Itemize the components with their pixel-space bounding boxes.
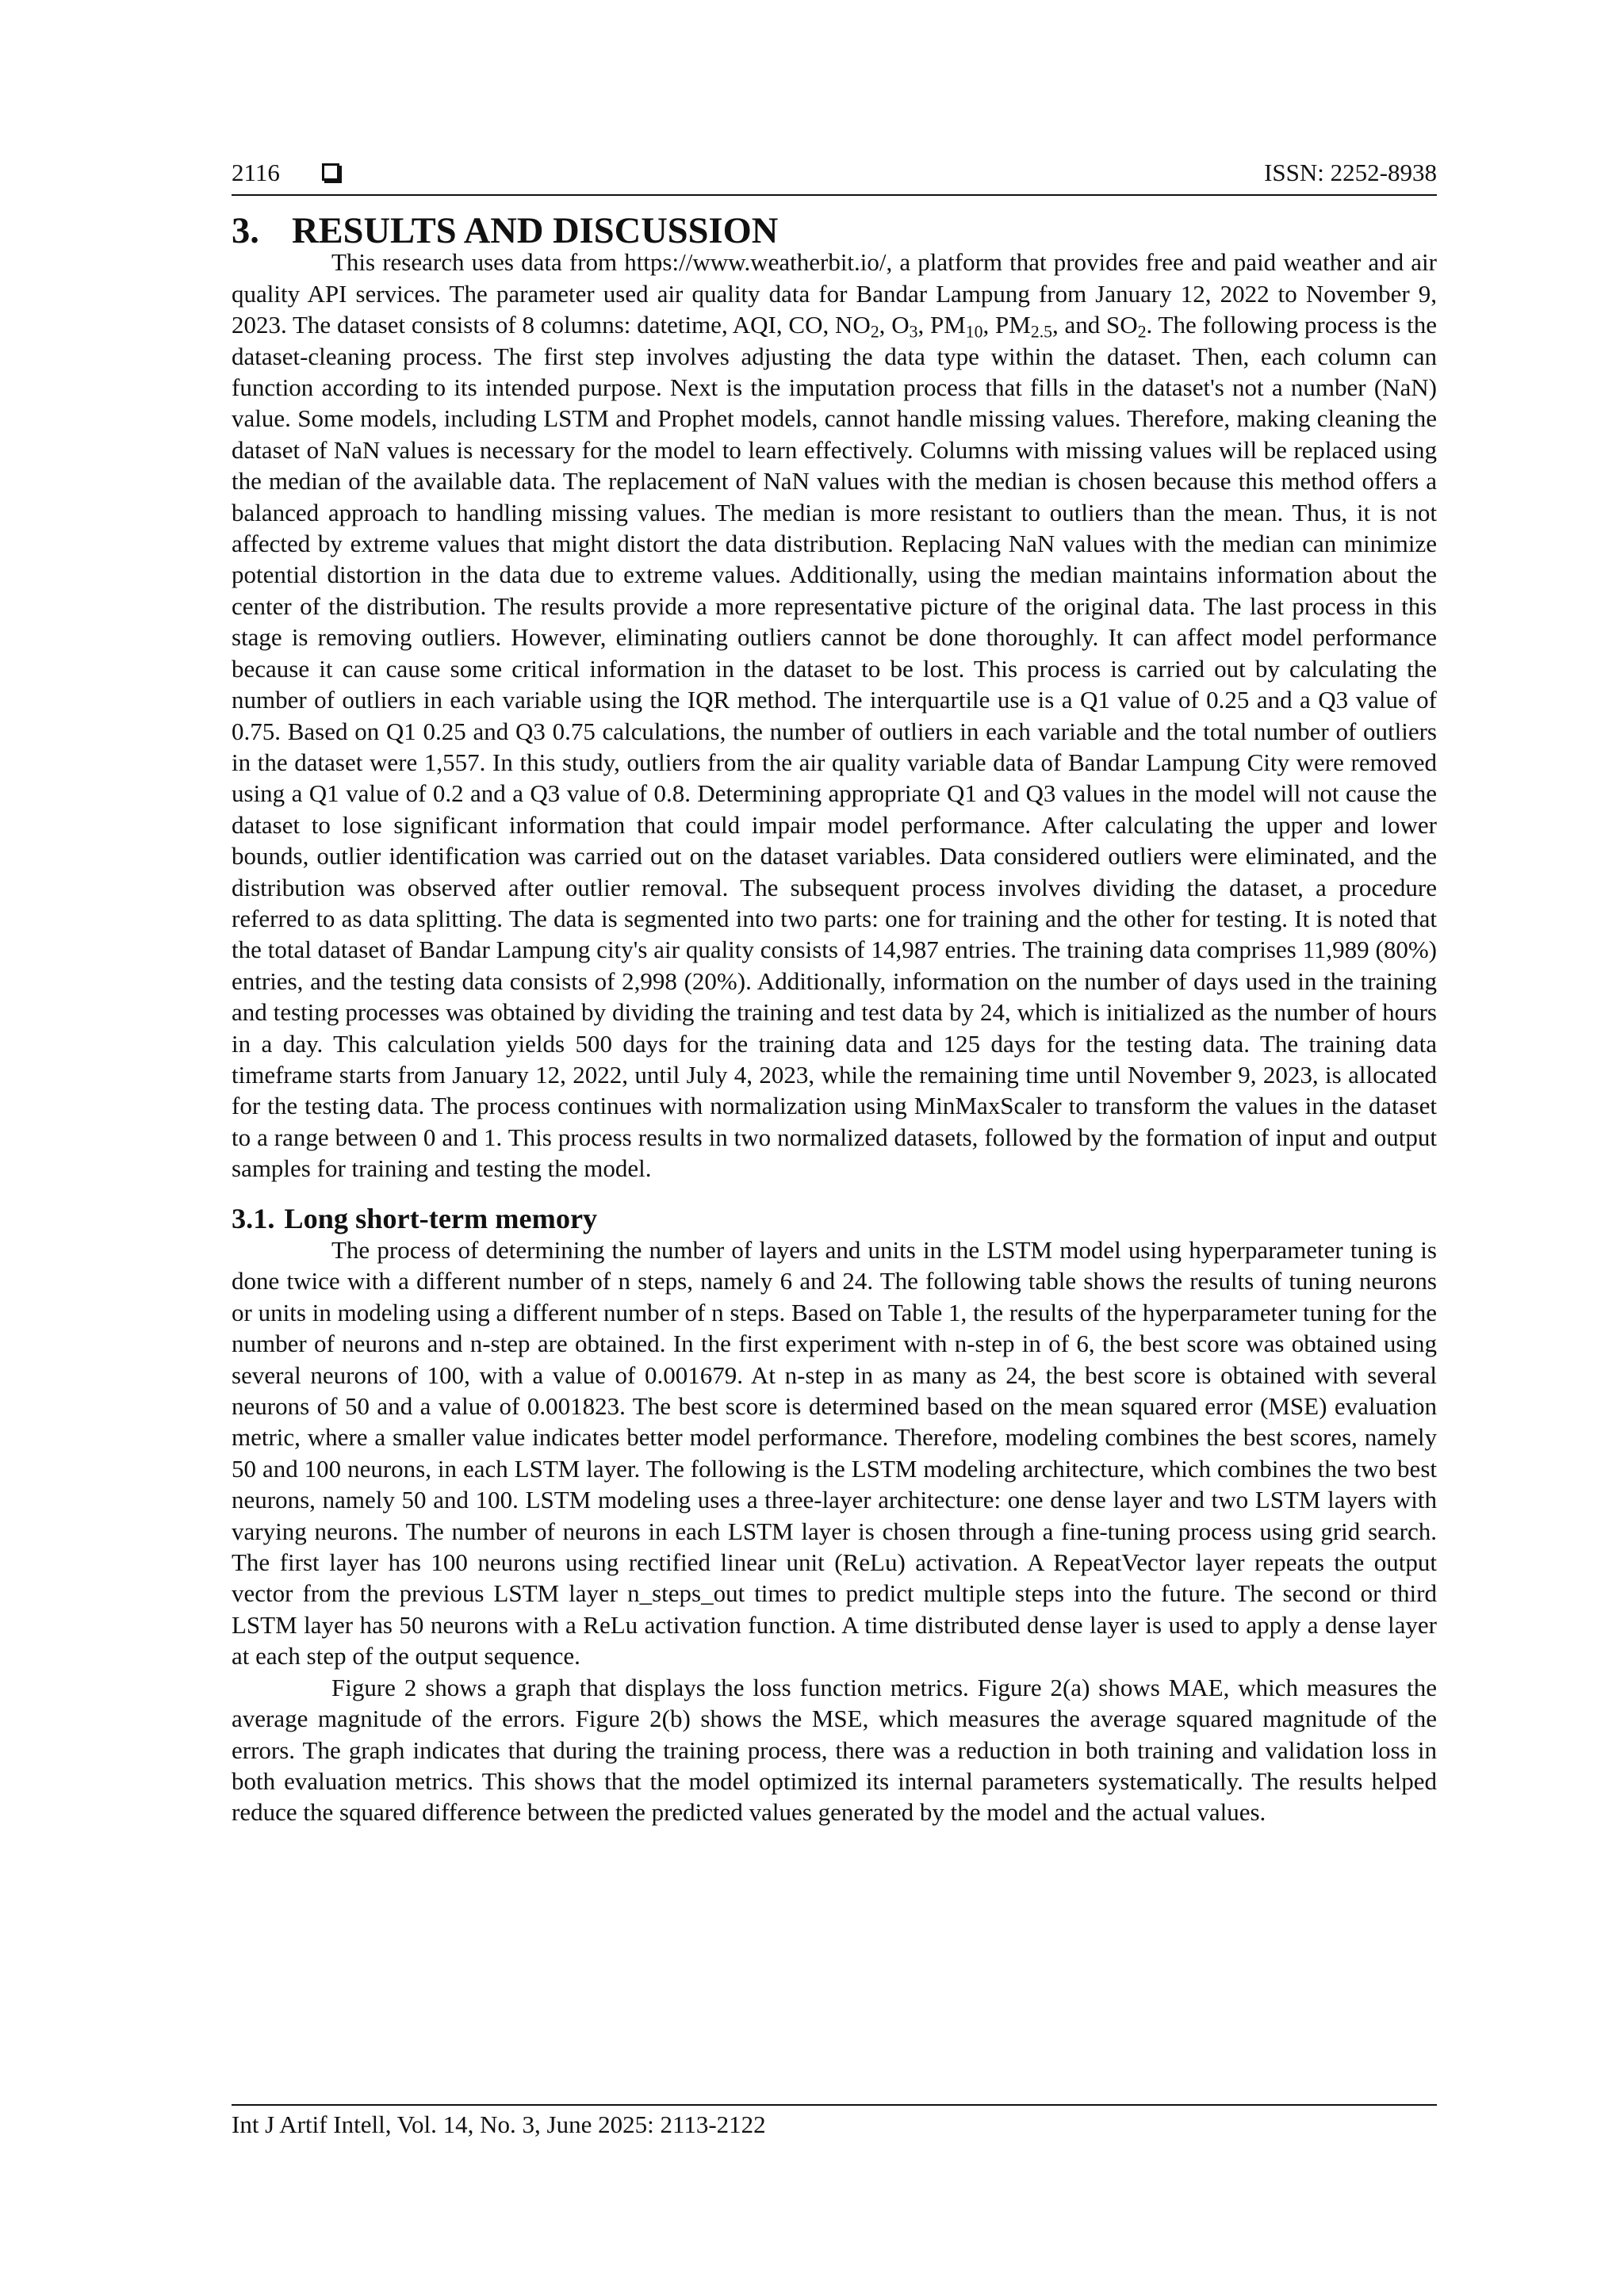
paragraph-text: , PM	[917, 311, 966, 339]
subsection-number: 3.1.	[232, 1202, 275, 1234]
section-number: 3.	[232, 211, 259, 251]
issn-label: ISSN: 2252-8938	[1264, 159, 1437, 186]
article-body	[232, 211, 1437, 1828]
subscript: 2.5	[1030, 322, 1052, 342]
paragraph-text: , PM	[982, 311, 1031, 339]
paragraph-text: . The following process is the dataset-cleaning process. The first step involves adjusting the data type within the dataset. Then, each column can function according to its intended purpose. Next is the imputation process that fills in the dataset's not a number (NaN) value. Some models, including LSTM and Prophet models, cannot handle missing values. Therefore, making cleaning the dataset of NaN values is necessary for the model to learn effectively. Columns with missing values will be replaced using the median of the available data. The replacement of NaN values with the median is chosen because this method offers a balanced approach to handling missing values. The median is more resistant to outliers than the mean. Thus, it is not affected by extreme values that might distort the data distribution. Replacing NaN values with the median can minimize potential distortion in the data due to extreme values. Additionally, using the median maintains information about the center of the distribution. The results provide a more representative picture of the original data. The last process in this stage is removing outliers. However, eliminating outliers cannot be done thoroughly. It can affect model performance because it can cause some critical information in the dataset to be lost. This process is carried out by calculating the number of outliers in each variable using the IQR method. The interquartile use is a Q1 value of 0.25 and a Q3 value of 0.75. Based on Q1 0.25 and Q3 0.75 calculations, the number of outliers in each variable and the total number of outliers in the dataset were 1,557. In this study, outliers from the air quality variable data of Bandar Lampung City were removed using a Q1 value of 0.2 and a Q3 value of 0.8. Determining appropriate Q1 and Q3 values in the model will not cause the dataset to lose significant information that could impair model performance. After calculating the upper and lower bounds, outlier identification was carried out on the dataset variables. Data considered outliers were eliminated, and the distribution was observed after outlier removal. The subsequent process involves dividing the dataset, a procedure referred to as data splitting. The data is segmented into two parts: one for training and the other for testing. It is noted that the total dataset of Bandar Lampung city's air quality consists of 14,987 entries. The training data comprises 11,989 (80%) entries, and the testing data consists of 2,998 (20%). Additionally, information on the number of days used in the training and testing processes was obtained by dividing the training and test data by 24, which is initialized as the number of hours in a day. This calculation yields 500 days for the training data and 125 days for the testing data. The training data timeframe starts from January 12, 2022, until July 4, 2023, while the remaining time until November 9, 2023, is allocated for the testing data. The process continues with normalization using MinMaxScaler to transform the values in the dataset to a range between 0 and 1. This process results in two normalized datasets, followed by the formation of input and output samples for training and testing the model.	[232, 311, 1437, 1183]
subscript: 3	[909, 322, 918, 342]
square-bullet-icon	[322, 163, 339, 181]
footer-rule	[232, 2104, 1437, 2106]
subsection-paragraph: The process of determining the number of layers and units in the LSTM model using hyperparameter tuning is done twice with a different number of n steps, namely 6 and 24. The following table shows the results of tuning neurons or units in modeling using a different number of n steps. Based on Table 1, the results of the hyperparameter tuning for the number of neurons and n-step are obtained. In the first experiment with n-step in of 6, the best score was obtained using several neurons of 100, with a value of 0.001679. At n-step in as many as 24, the best score is obtained with several neurons of 50 and a value of 0.001823. The best score is determined based on the mean squared error (MSE) evaluation metric, where a smaller value indicates better model performance. Therefore, modeling combines the best scores, namely 50 and 100 neurons, in each LSTM layer. The following is the LSTM modeling architecture, which combines the two best neurons, namely 50 and 100. LSTM modeling uses a three-layer architecture: one dense layer and two LSTM layers with varying neurons. The number of neurons in each LSTM layer is chosen through a fine-tuning process using grid search. The first layer has 100 neurons using rectified linear unit (ReLu) activation. A RepeatVector layer repeats the output vector from the previous LSTM layer n_steps_out times to predict multiple steps into the future. The second or third LSTM layer has 50 neurons with a ReLu activation function. A time distributed dense layer is used to apply a dense layer at each step of the output sequence.	[232, 1236, 1437, 1670]
paragraph-text: This research uses data from https://www.weatherbit.io/, a platform that provides free and paid weather and air quality API services. The parameter used air quality data for Bandar Lampung from January 12, 2022 to November 9, 2023. The dataset consists of 8 columns: datetime, AQI, CO, NO	[232, 248, 1437, 339]
page-number: 2116	[232, 159, 280, 186]
paragraph-text: , and SO	[1051, 311, 1138, 339]
header-rule	[232, 194, 1437, 196]
subsection-title: Long short-term memory	[284, 1202, 598, 1234]
page-header	[232, 157, 1437, 189]
subscript: 10	[965, 322, 983, 342]
section-gap	[232, 1184, 1437, 1203]
section-paragraph	[232, 247, 1437, 1184]
section-title: RESULTS AND DISCUSSION	[292, 211, 779, 251]
paragraph-text: , O	[879, 311, 910, 339]
subscript: 2	[870, 322, 879, 342]
subsection-heading	[232, 1203, 1437, 1234]
subscript: 2	[1137, 322, 1147, 342]
journal-page	[232, 0, 1437, 2296]
section-heading	[232, 211, 1437, 251]
page-footer: Int J Artif Intell, Vol. 14, No. 3, June 2025: 2113-2122	[232, 2110, 766, 2138]
subsection-paragraph: Figure 2 shows a graph that displays the loss function metrics. Figure 2(a) shows MAE, which measures the average magnitude of the errors. Figure 2(b) shows the MSE, which measures the average squared magnitude of the errors. The graph indicates that during the training process, there was a reduction in both training and validation loss in both evaluation metrics. This shows that the model optimized its internal parameters systematically. The results helped reduce the squared difference between the predicted values generated by the model and the actual values.	[232, 1673, 1437, 1827]
